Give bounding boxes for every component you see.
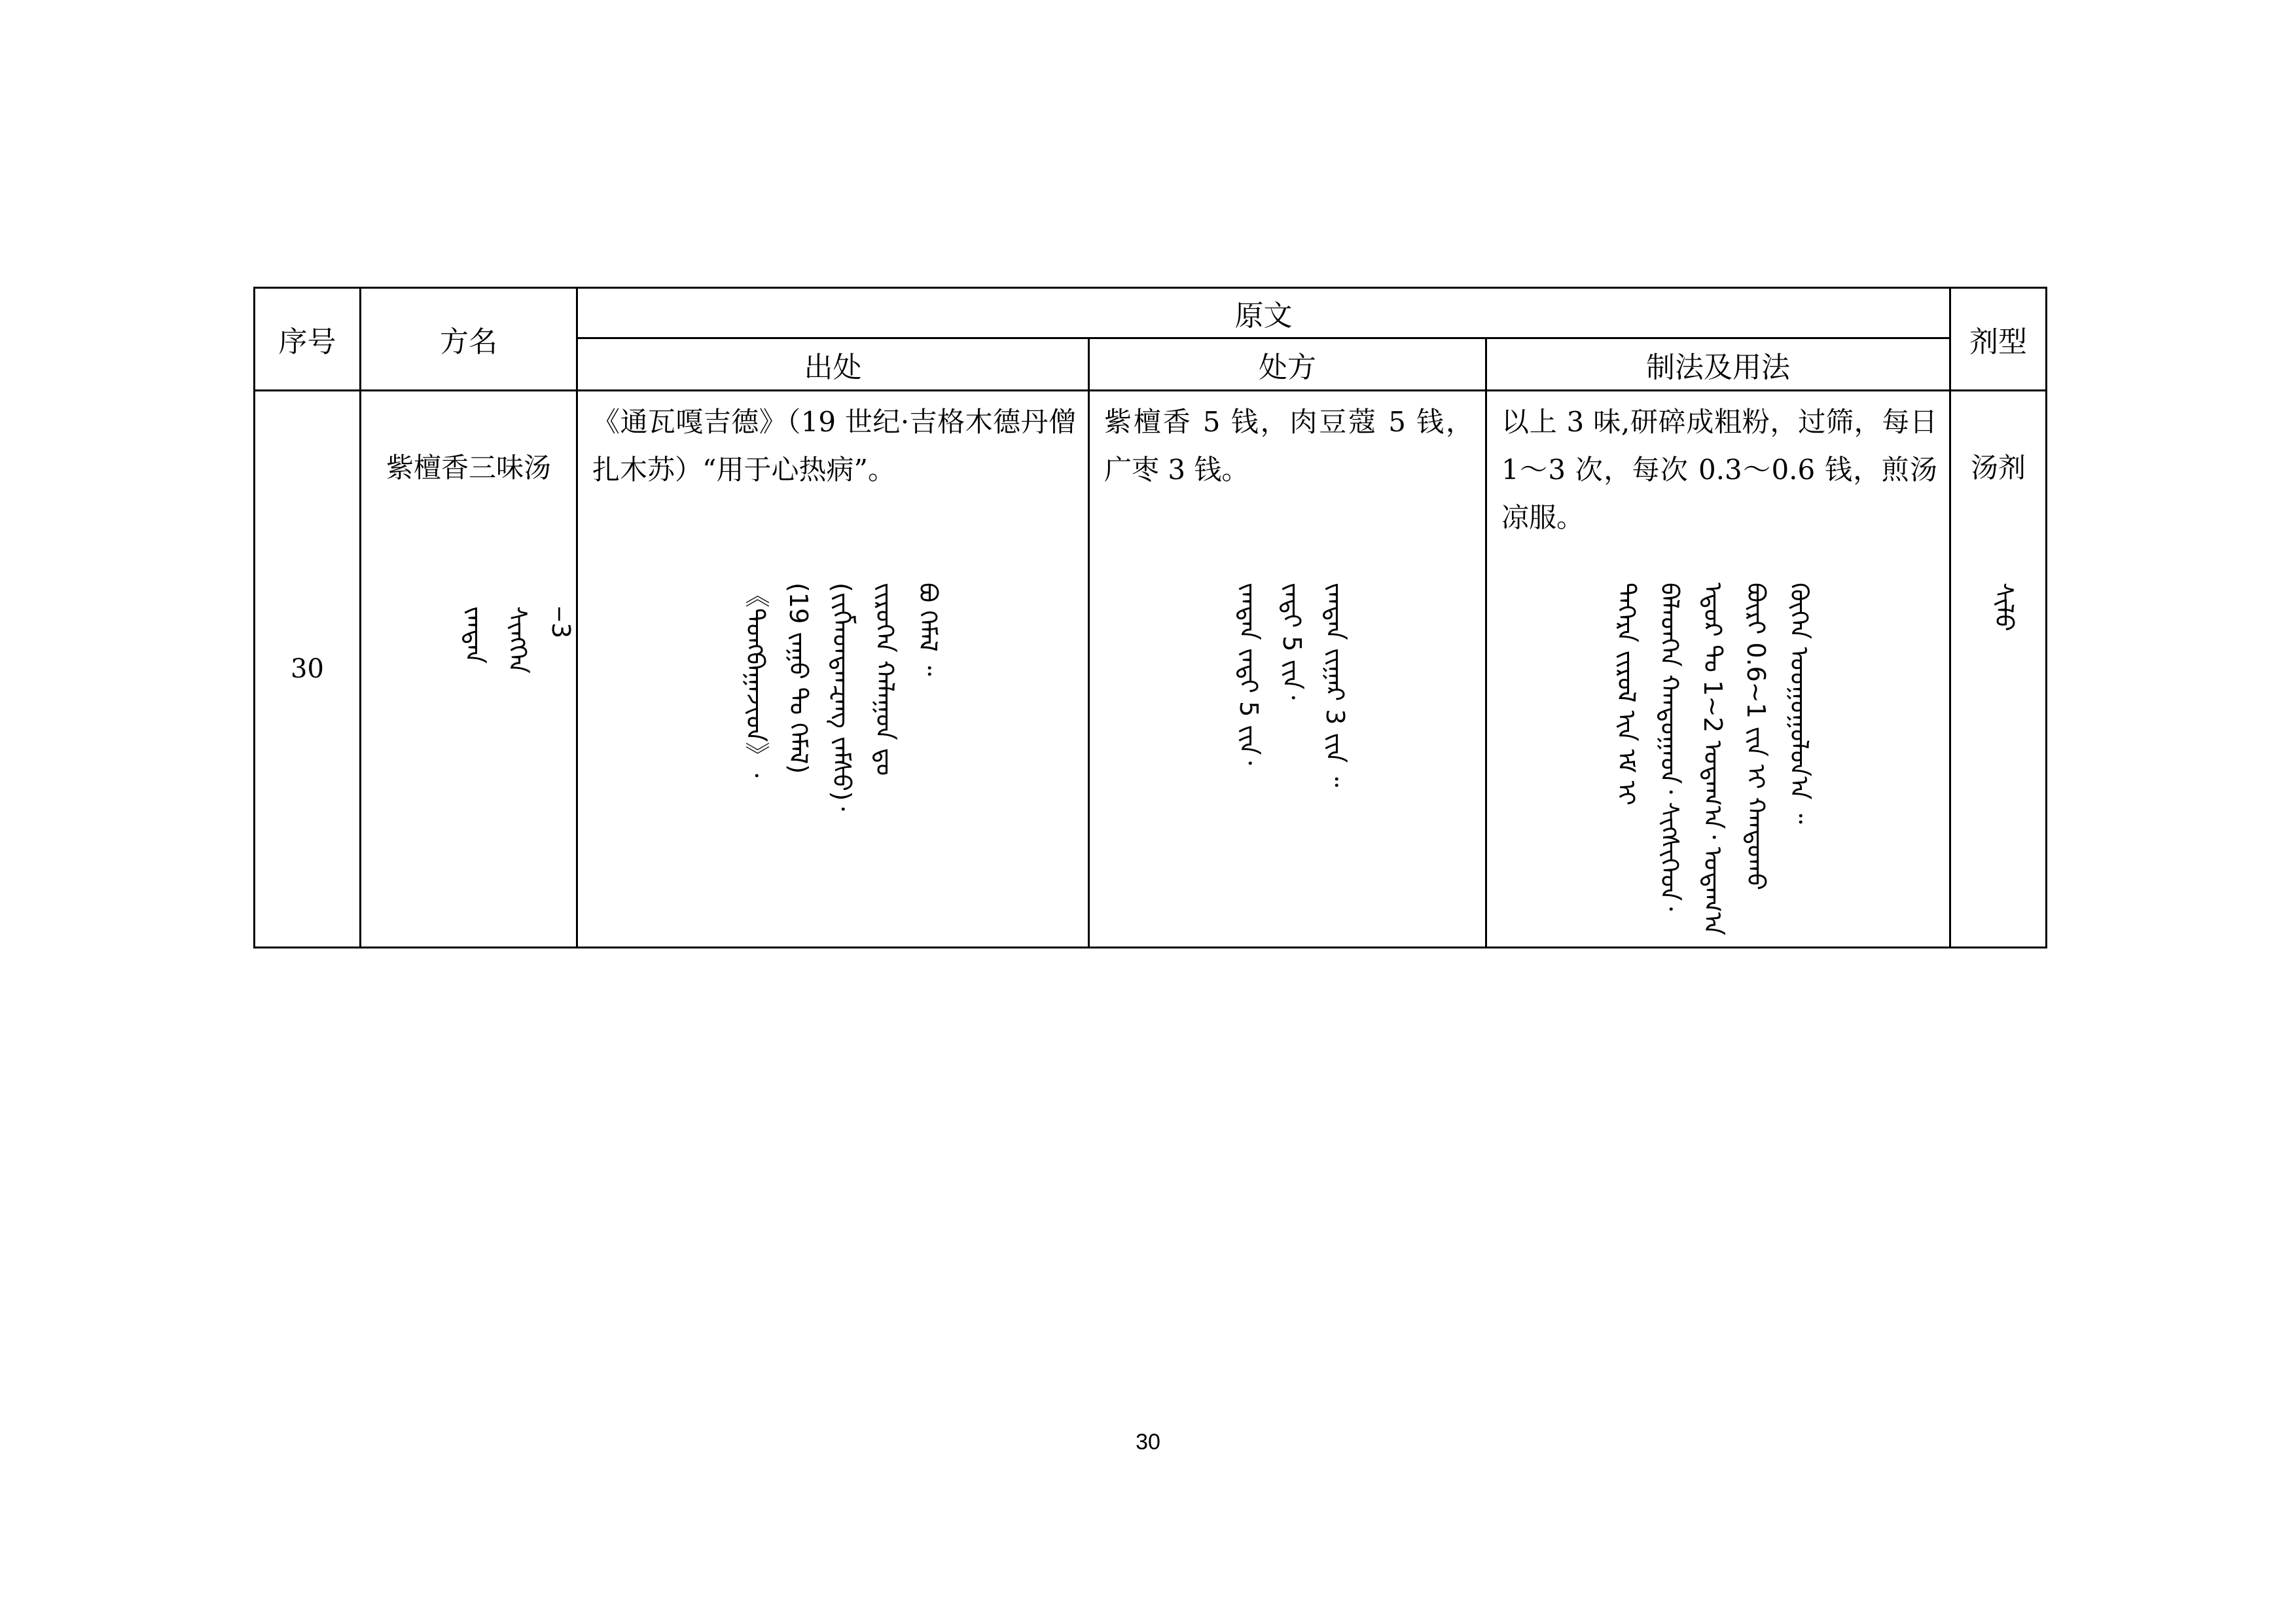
- form-mn-line: ᠰᠢᠯᠦ: [1990, 583, 2019, 632]
- page-number: 30: [1136, 1430, 1160, 1454]
- source-mn-line: (19 ᠵᠠᠭᠤ ᠲᠤ ᠬᠡᠮᠡᠯ): [784, 583, 813, 774]
- cell-method: [1486, 391, 1950, 948]
- prescription-mongolian: [1227, 583, 1357, 787]
- method-mn-line: ᠡᠳᠦᠷ ᠲᠤ 1~2 ᠤᠳᠠᠭ᠎ᠠ᠂ ᠤᠳᠠᠭ᠎ᠠ: [1698, 583, 1727, 935]
- cell-name: [361, 391, 577, 948]
- header-prescription: 处方: [1089, 338, 1486, 391]
- header-dosage-form: 剂型: [1950, 288, 2047, 391]
- cell-dosage-form: [1950, 391, 2047, 948]
- name-mn-line: ᠵᠠᠨᠳᠠᠨ: [460, 606, 489, 664]
- source-mn-line: 《ᠲᠣᠩᠪᠠᠭᠠᠵᠢᠳ》᠂: [741, 583, 770, 778]
- cell-source: [577, 391, 1089, 948]
- form-zh: 汤剂: [1971, 452, 2026, 484]
- source-mn-line: ᠵᠢᠷᠦᠬᠡᠨ ᠬᠠᠯᠠᠭᠤᠨ ᠳᠤ: [870, 583, 899, 776]
- prescription-mn-line: ᠵᠠᠨᠳᠠᠨ ᠵᠢᠭᠠᠷ 3 ᠵᠢᠨ ᠃: [1321, 583, 1350, 787]
- prescription-zh: 紫檀香 5 钱，肉豆蔻 5 钱，广枣 3 钱。: [1104, 406, 1473, 486]
- source-zh: 《通瓦嘎吉德》（19 世纪·吉格木德丹僧扎木苏）“用于心热病”。: [592, 406, 1076, 486]
- prescription-mn-line: ᠵᠠᠨᠳᠠᠨ ᠵᠠᠳᠢ 5 ᠵᠢᠨ᠂: [1234, 583, 1263, 765]
- cell-prescription: [1089, 391, 1486, 948]
- method-mn-line: ᠳᠡᠭᠡᠷᠡ ᠵᠢᠷᠦᠯ ᠢᠨ ᠡᠮ ᠢ: [1612, 583, 1641, 806]
- header-source: 出处: [577, 338, 1089, 391]
- header-seq: 序号: [255, 288, 361, 391]
- method-mongolian: [1605, 583, 1821, 935]
- header-name: 方名: [361, 288, 577, 391]
- name-mn-line: ‒3: [547, 606, 575, 640]
- cell-seq: [255, 391, 361, 948]
- method-mn-line: ᠬᠥᠭᠡᠨ ᠣᠤᠭᠤᠭᠤᠯᠤᠨ᠎ᠠ ᠃: [1785, 583, 1814, 824]
- table-row: [255, 391, 2047, 948]
- name-mongolian: [453, 606, 583, 674]
- prescription-table: [253, 287, 2047, 948]
- source-mn-line: (ᠵᠢᠭᠮᠡᠳᠳᠠᠨᠽᠠᠩ ᠵᠠᠮᠰᠤ)᠂: [827, 583, 856, 811]
- seq-number: 30: [291, 654, 324, 684]
- name-zh: 紫檀香三味汤: [386, 452, 551, 484]
- source-mn-line: ᠪᠣ ᠬᠡᠮᠡᠯ ᠃: [914, 583, 942, 676]
- form-mongolian: [1982, 583, 2026, 631]
- header-method: 制法及用法: [1486, 338, 1950, 391]
- method-mn-line: ᠪᠡᠯᠡᠳᠬᠡᠨ ᠬᠠᠨᠳᠤᠭᠠᠳ᠂ ᠰᠢᠭᠰᠢᠭᠡᠳ᠂: [1655, 583, 1684, 911]
- prescription-mn-line: ᠵᠠᠳᠢ 5 ᠵᠢᠨ᠂: [1278, 583, 1306, 700]
- method-mn-line: ᠪᠦᠷᠢ 0.6~1 ᠵᠢᠨ ᠢ ᠬᠠᠨᠳᠤᠬᠤ: [1742, 583, 1770, 890]
- header-original-text: 原文: [577, 288, 1950, 338]
- source-mongolian: [734, 583, 950, 811]
- method-zh: 以上 3 味,研碎成粗粉，过筛，每日 1～3 次，每次 0.3～0.6 钱，煎汤凉服。: [1501, 406, 1938, 533]
- name-mn-line: ᠰᠢᠩᠭᠡᠨ: [503, 606, 532, 674]
